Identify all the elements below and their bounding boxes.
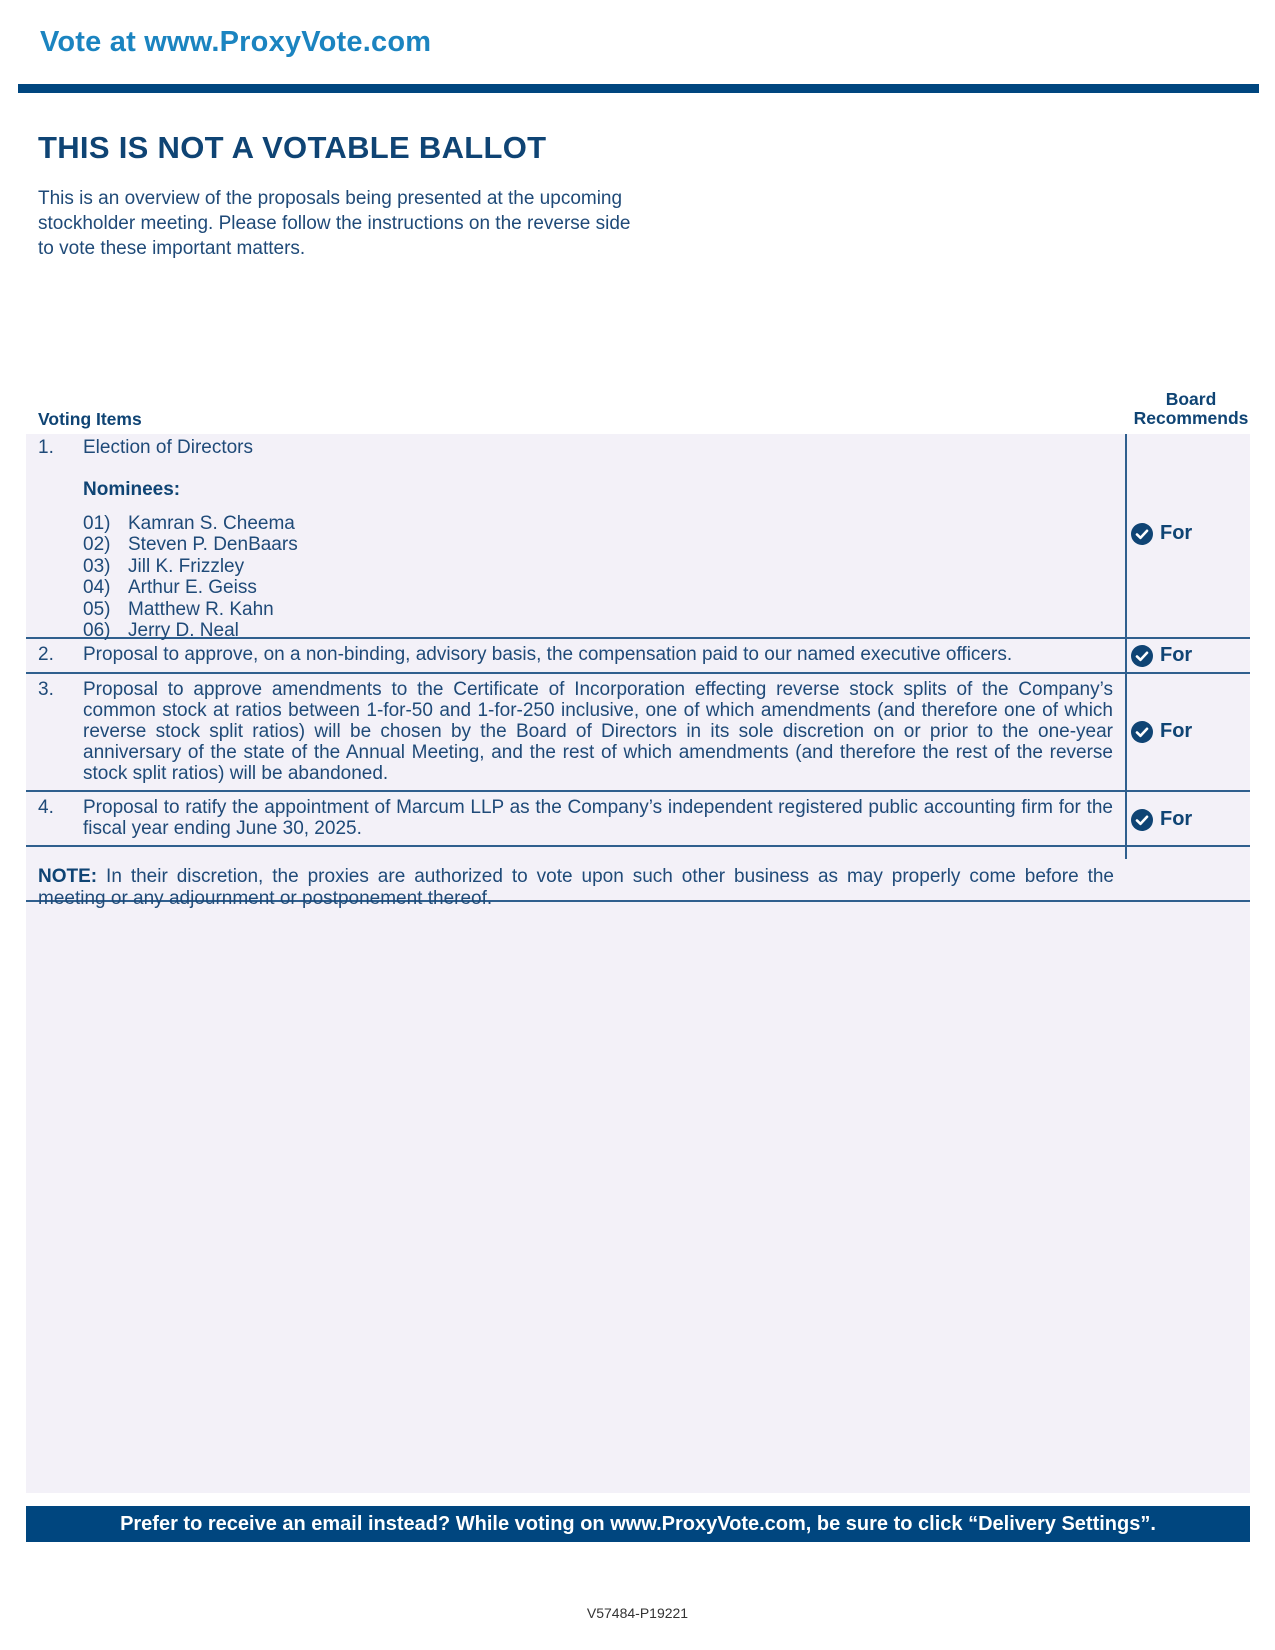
header-divider [18,84,1259,93]
item-text: Proposal to approve, on a non-binding, advisory basis, the compensation paid to our named executive officers. [83,644,1013,665]
proxyvote-header-link[interactable]: Vote at www.ProxyVote.com [40,26,432,58]
nominee-item [83,599,298,620]
board-recommends-header-line1: Board [1165,389,1217,409]
recommendation-label: For [1160,522,1193,544]
check-circle-icon [1131,721,1153,743]
recommendation-label: For [1160,808,1193,830]
item-text: Proposal to ratify the appointment of Marcum LLP as the Company’s independent registered public accounting firm for the fiscal year ending June 30, 2025. [83,797,1113,839]
note-text: In their discretion, the proxies are authorized to vote upon such other business as may properly come before the meeting or any adjournment or postponement thereof. [38,866,1114,909]
check-circle-icon [1131,523,1153,545]
nominee-item [83,620,298,641]
nominee-list [83,513,298,641]
page-title: THIS IS NOT A VOTABLE BALLOT [38,130,547,165]
check-circle-icon [1131,809,1153,831]
check-circle-icon [1131,645,1153,667]
nominee-name: Kamran S. Cheema [128,513,295,534]
recommendation-for [1131,808,1192,831]
nominee-number: 02) [83,534,111,556]
nominee-item [83,513,298,534]
nominee-name: Steven P. DenBaars [128,534,298,556]
nominee-number: 04) [83,577,111,599]
nominees-label: Nominees: [83,479,181,500]
row-divider [26,790,1250,792]
nominee-number: 01) [83,513,111,534]
voting-items-header: Voting Items [38,409,142,429]
recommendation-for [1131,644,1192,667]
board-recommends-header [1124,390,1258,428]
recommendation-for [1131,522,1192,545]
nominee-name: Arthur E. Geiss [128,577,257,599]
nominee-name: Jerry D. Neal [128,620,239,642]
item-text: Election of Directors [83,437,254,458]
item-number: 1. [38,437,54,458]
intro-paragraph: This is an overview of the proposals being presented at the upcoming stockholder meeting. Please follow the instructions on the reverse side to vote these important matters. [38,188,631,259]
nominee-item [83,556,298,577]
recommendation-label: For [1160,644,1193,666]
item-number: 3. [38,679,54,700]
board-recommends-header-line2: Recommends [1133,408,1249,428]
item-text: Proposal to approve amendments to the Certificate of Incorporation effecting reverse stock splits of the Company’s common stock at ratios between 1-for-50 and 1-for-250 inclusive, one of which amendments (and therefore one of which reverse stock split ratios) will be chosen by the Board of Directors in its sole discretion on or prior to the one-year anniversary of the state of the Annual Meeting, and the rest of which amendments (and therefore the rest of the reverse stock split ratios) will be abandoned. [83,679,1113,784]
nominee-number: 06) [83,620,111,642]
item-number: 4. [38,797,54,818]
nominee-item [83,534,298,555]
note [38,866,1114,909]
nominee-item [83,577,298,598]
note-label: NOTE: [38,866,98,887]
recommendation-label: For [1160,720,1193,742]
row-divider [26,845,1250,847]
recommendation-for [1131,720,1192,743]
item-number: 2. [38,644,54,665]
nominee-name: Jill K. Frizzley [128,555,245,577]
document-code: V57484-P19221 [586,1605,689,1621]
nominee-name: Matthew R. Kahn [128,598,274,620]
row-divider [26,672,1250,674]
nominee-number: 03) [83,555,111,577]
recommendation-column-divider [1125,434,1127,859]
nominee-number: 05) [83,598,111,620]
email-delivery-banner: Prefer to receive an email instead? While voting on www.ProxyVote.com, be sure to click “Delivery Settings”. [26,1506,1250,1542]
